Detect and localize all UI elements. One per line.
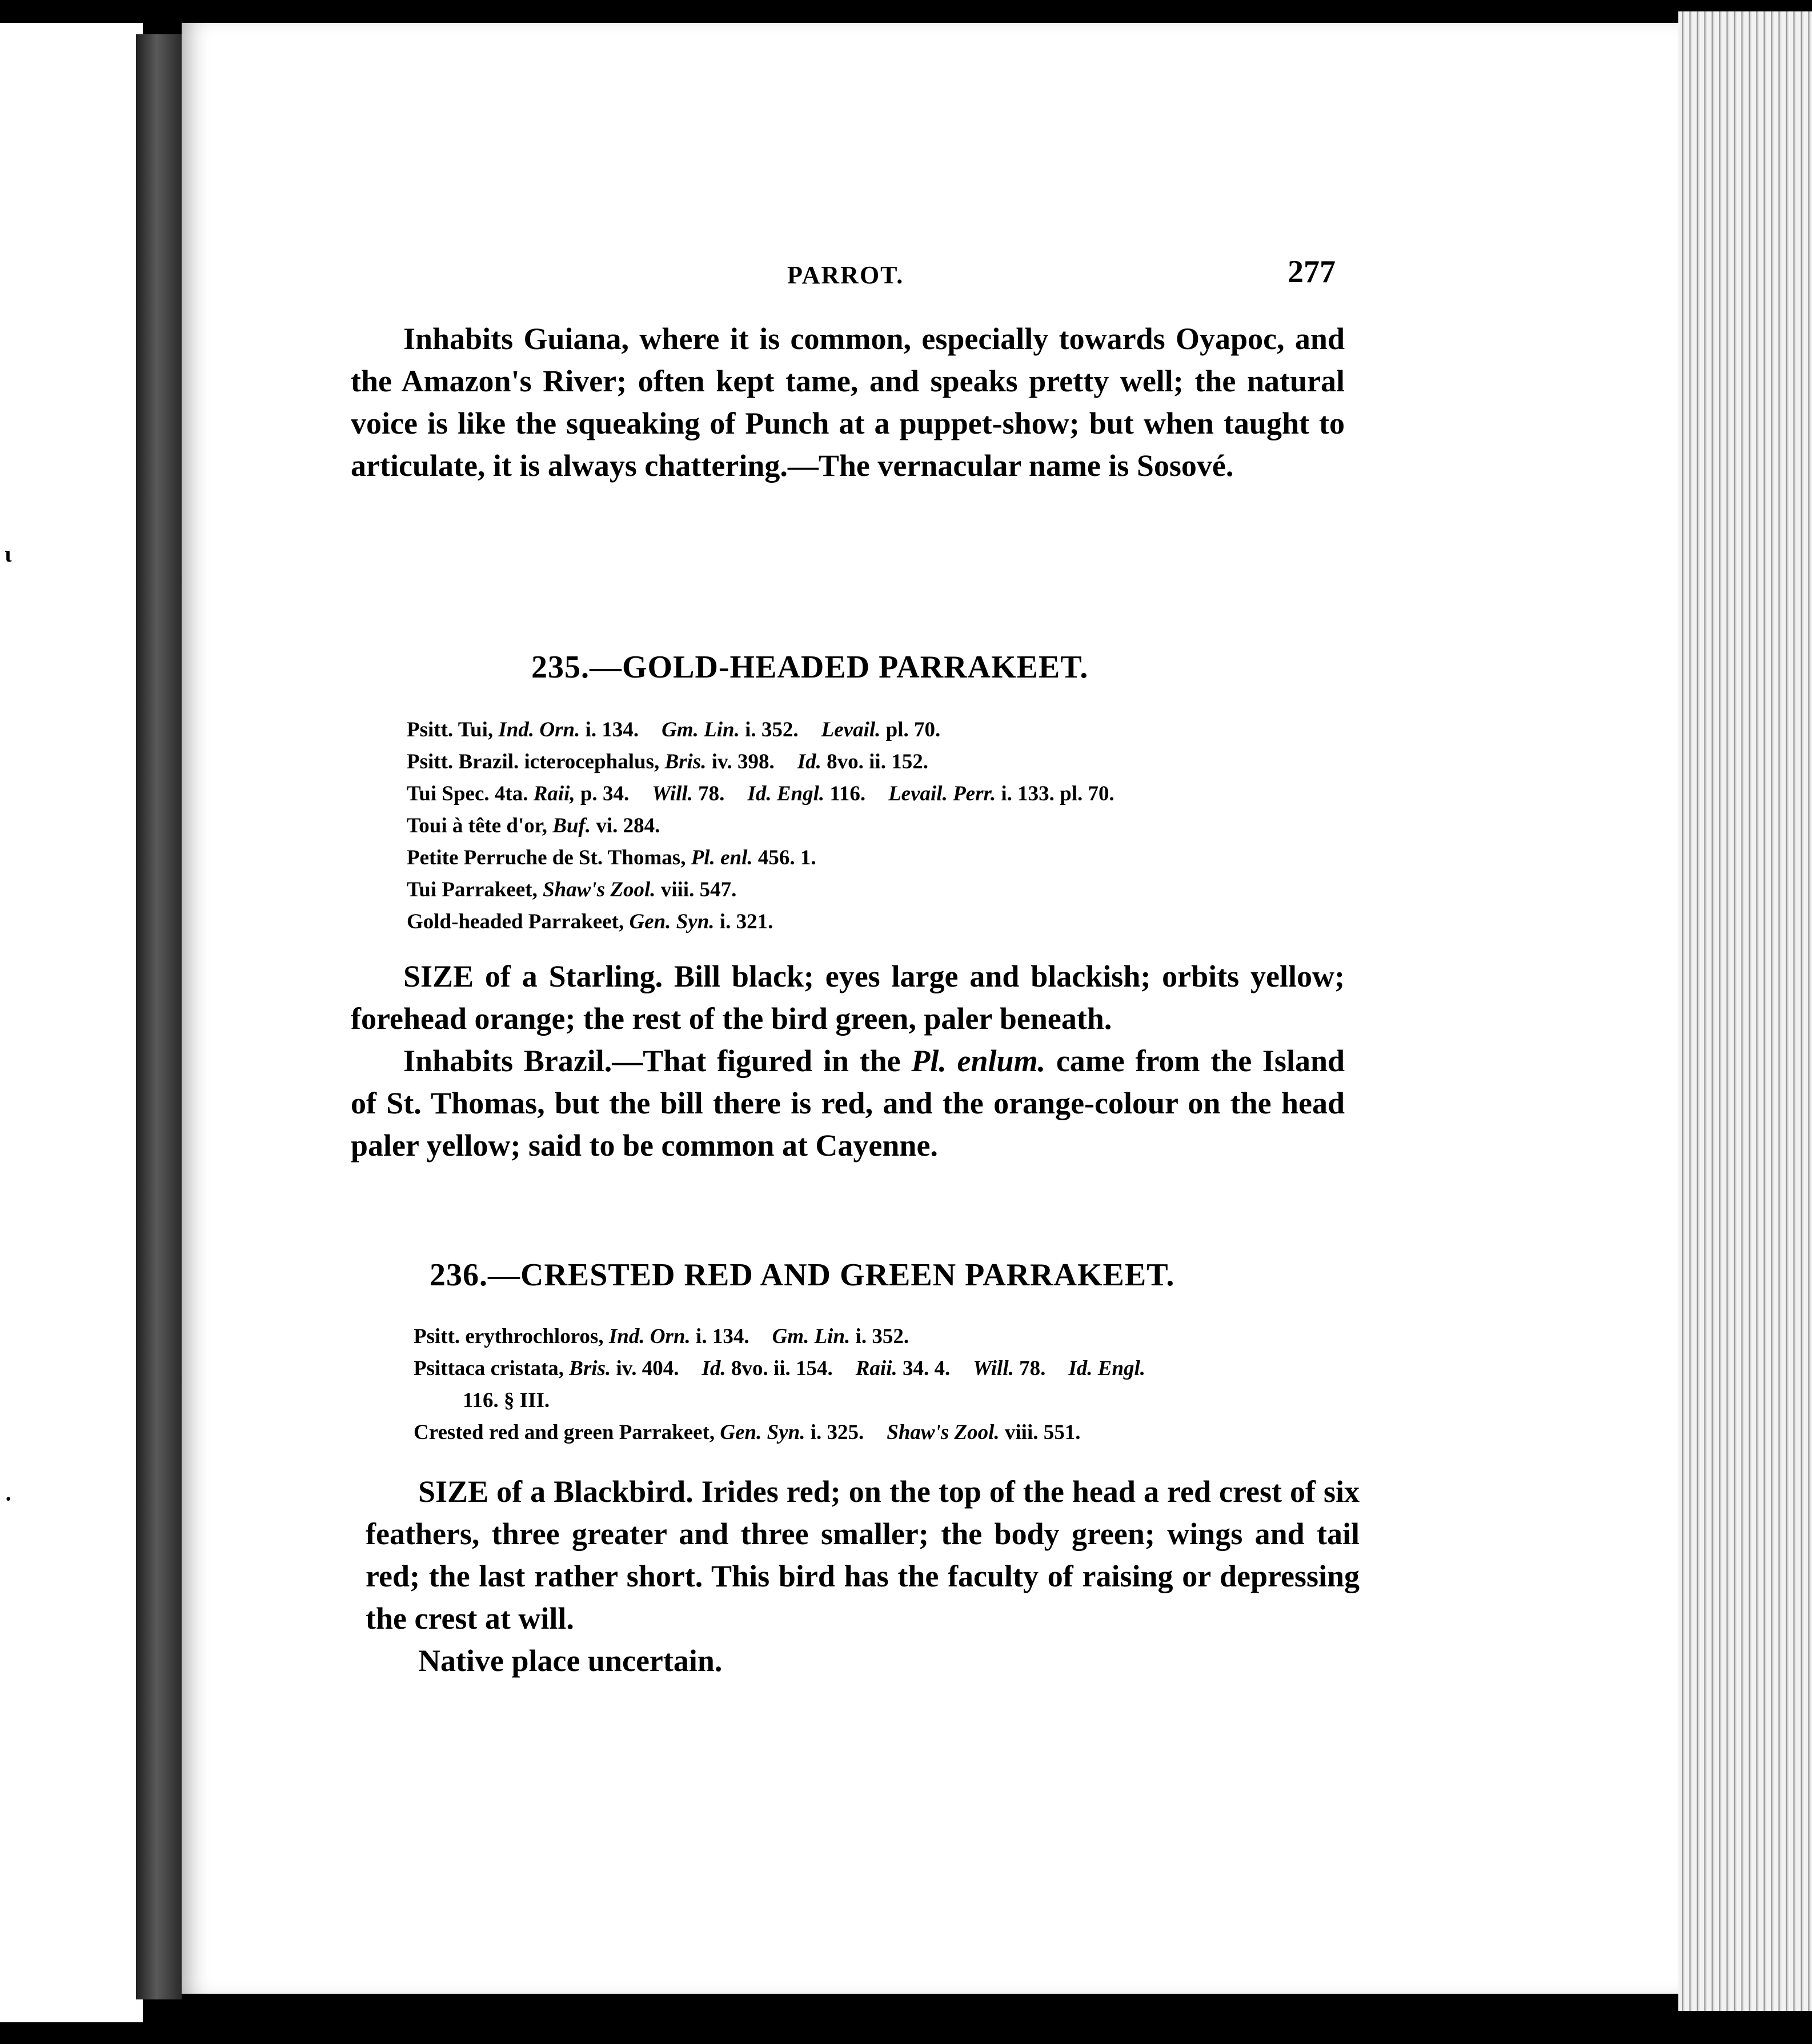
entry-description: SIZE of a Blackbird. Irides red; on the top of the head a red crest of six feathers, three greater and three smaller; the body green; wings and tail red; the last rather short. This bird has the faculty of raising or depressing the crest at will.: [366, 1474, 1360, 1636]
page-number: 277: [1288, 254, 1336, 290]
entry-heading: 236.—CRESTED RED AND GREEN PARRAKEET.: [430, 1257, 1175, 1293]
plate-reference: Pl. enlum.: [911, 1044, 1046, 1078]
left-page-edge: [0, 23, 143, 2022]
synonym-line: Psittaca cristata, Bris. iv. 404. Id. 8vo. ii. 154. Raii. 34. 4. Will. 78. Id. Engl.: [414, 1357, 1146, 1380]
synonym-line: Tui Parrakeet, Shaw's Zool. viii. 547.: [407, 878, 737, 901]
synonym-line: Tui Spec. 4ta. Raii, p. 34. Will. 78. Id. Engl. 116. Levail. Perr. i. 133. pl. 70.: [407, 782, 1115, 805]
synonym-line: Gold-headed Parrakeet, Gen. Syn. i. 321.: [407, 910, 773, 933]
intro-text: Inhabits Guiana, where it is common, especially towards Oyapoc, and the Amazon's River; often kept tame, and speaks pretty well; the natural voice is like the squeaking of Punch at a puppet-show; but when taught to articulate, it is always chattering.—The vernacular name is Sosové.: [351, 322, 1345, 483]
synonym-line: Psitt. Tui, Ind. Orn. i. 134. Gm. Lin. i. 352. Levail. pl. 70.: [407, 718, 941, 742]
margin-mark: ι: [5, 541, 12, 567]
entry-habitat: Inhabits Brazil.—That figured in the Pl. enlum. came from the Island of St. Thomas, but the bill there is red, and the orange-colour on the head paler yellow; said to be common at Cayenne.: [351, 1044, 1345, 1163]
margin-mark: ·: [5, 1486, 13, 1512]
running-title: PARROT.: [787, 261, 904, 289]
synonymy-list: [414, 1321, 1145, 1449]
synonym-line: Petite Perruche de St. Thomas, Pl. enl. 456. 1.: [407, 846, 816, 869]
intro-paragraph: [351, 318, 1345, 487]
synonymy-list: [407, 714, 1115, 938]
book-gutter: [136, 34, 182, 1999]
entry-habitat: Native place uncertain.: [418, 1644, 723, 1678]
entry-description: SIZE of a Starling. Bill black; eyes large and blackish; orbits yellow; forehead orange; the rest of the bird green, paler beneath.: [351, 959, 1345, 1036]
page-edges: [1678, 11, 1812, 2011]
synonym-line: Psitt. erythrochloros, Ind. Orn. i. 134. Gm. Lin. i. 352.: [414, 1325, 909, 1348]
synonym-continuation: 116. § III.: [463, 1389, 550, 1412]
synonym-line: Toui à tête d'or, Buf. vi. 284.: [407, 814, 660, 837]
synonym-line: Crested red and green Parrakeet, Gen. Syn. i. 325. Shaw's Zool. viii. 551.: [414, 1421, 1081, 1444]
synonym-line: Psitt. Brazil. icterocephalus, Bris. iv. 398. Id. 8vo. ii. 152.: [407, 750, 928, 773]
entry-heading: 235.—GOLD-HEADED PARRAKEET.: [531, 650, 1089, 685]
